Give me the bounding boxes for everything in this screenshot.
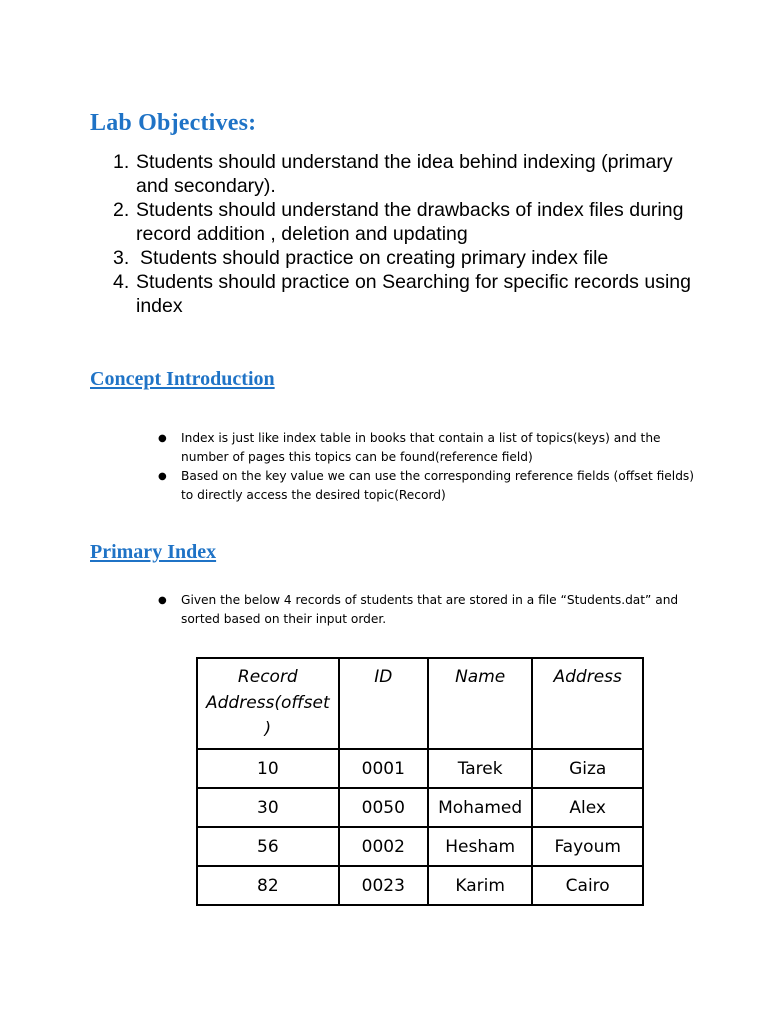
header-record-address: Record Address(offset ) [197,658,339,749]
bullet-item [158,467,698,505]
objective-item [113,270,693,318]
bullet-icon: ● [158,433,167,444]
objective-text: Students should practice on Searching for specific records using index [136,271,691,317]
records-table [196,657,644,906]
cell-name: Tarek [428,749,532,788]
objective-text: Students should understand the idea behind indexing (primary and secondary). [136,151,673,197]
cell-id: 0001 [339,749,428,788]
header-id: ID [339,658,428,749]
cell-id: 0050 [339,788,428,827]
bullet-icon: ● [158,471,167,482]
objective-item [113,246,693,270]
cell-name: Hesham [428,827,532,866]
objective-number: 1. [113,151,130,173]
table-row [197,827,643,866]
table-row [197,788,643,827]
bullet-item [158,429,698,467]
table-row [197,749,643,788]
objective-item [113,150,693,198]
concept-introduction-heading: Concept Introduction [90,368,275,390]
primary-index-bullets [158,591,698,629]
objective-number: 2. [113,199,130,221]
cell-offset: 82 [197,866,339,905]
bullet-text: Given the below 4 records of students that are stored in a file “Students.dat” and sorted based on their input order. [181,593,679,626]
cell-offset: 56 [197,827,339,866]
cell-address: Alex [532,788,643,827]
cell-offset: 10 [197,749,339,788]
objectives-list [113,150,693,318]
header-name: Name [428,658,532,749]
bullet-text: Based on the key value we can use the corresponding reference fields (offset fields) to directly access the desired topic(Record) [181,469,695,502]
cell-address: Fayoum [532,827,643,866]
table-row [197,866,643,905]
objective-number: 4. [113,271,130,293]
primary-index-heading: Primary Index [90,541,217,563]
cell-id: 0023 [339,866,428,905]
objective-number: 3. [113,247,130,269]
cell-address: Cairo [532,866,643,905]
objective-text: Students should practice on creating primary index file [140,247,609,269]
bullet-item [158,591,698,629]
cell-offset: 30 [197,788,339,827]
lab-objectives-heading: Lab Objectives: [90,110,257,136]
objective-text: Students should understand the drawbacks of index files during record addition , deletion and updating [136,199,684,245]
cell-address: Giza [532,749,643,788]
cell-id: 0002 [339,827,428,866]
bullet-icon: ● [158,595,167,606]
table-header-row [197,658,643,749]
header-address: Address [532,658,643,749]
objective-item [113,198,693,246]
cell-name: Mohamed [428,788,532,827]
concept-bullets [158,429,698,505]
cell-name: Karim [428,866,532,905]
bullet-text: Index is just like index table in books that contain a list of topics(keys) and the number of pages this topics can be found(reference field) [181,431,661,464]
